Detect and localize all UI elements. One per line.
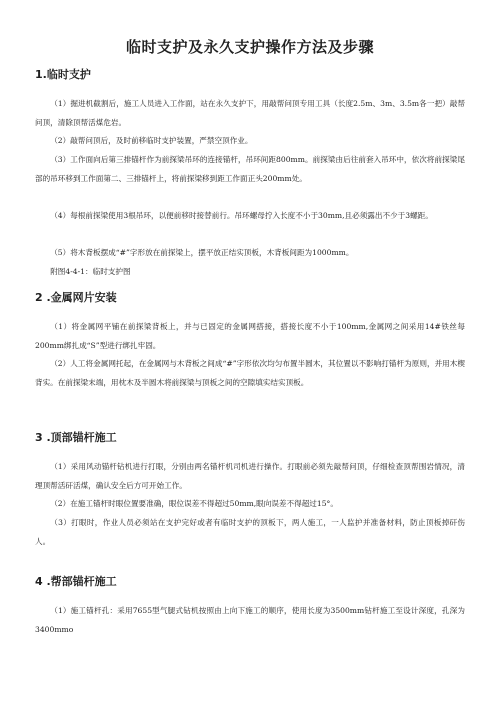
paragraph: （5）将木背板摆成“#”字形放在前探梁上，摆平放正结实顶板，木背板间距为1000mm。	[50, 248, 354, 257]
paragraph: （1）采用风动锚杆钻机进行打眼，分别由两名锚杆机司机进行操作。打眼前必须先敲帮问顶，仔细检查顶帮围岩情况，清理顶帮活矸活煤，确认安全后方可开始工作。	[35, 462, 465, 490]
paragraph: （2）在施工锚杆时眼位置要准确，眼位误差不得超过50mm,眼向误差不得超过15°。	[50, 499, 338, 508]
section-heading: 3 .顶部锚杆施工	[35, 431, 117, 444]
paragraph: （1）掘进机截割后，施工人员进入工作面，站在永久支护下，用敲帮问顶专用工具（长度2.5m、3m、3.5m各一把）敲帮问顶，清除顶帮活煤危岩。	[35, 99, 465, 127]
document-title: 临时支护及永久支护操作方法及步骤	[125, 38, 374, 56]
section-heading: 4 .帮部锚杆施工	[35, 575, 117, 588]
paragraph: （2）敲帮问顶后，及时前移临时支护装置，严禁空顶作业。	[50, 136, 253, 145]
paragraph: （4）每根前探梁使用3根吊环，以便前移时接替前行。吊环螺母拧入长度不小于30mm,且必须露出不少于3螺距。	[50, 211, 433, 220]
section-heading: 2 .金属网片安装	[35, 291, 117, 304]
paragraph: （3）工作面向后第三排锚杆作为前探梁吊环的连接锚杆，吊环间距800mm。前探梁由后往前套入吊环中，依次将前探梁尾部的吊环移到工作面第二、三排锚杆上，将前探梁移到距工作面正头200mm处。	[35, 155, 465, 183]
paragraph: （3）打眼时，作业人员必须站在支护完好或者有临时支护的顶板下，两人施工，一人监护并准备材料，防止顶板掉矸伤人。	[35, 518, 465, 546]
paragraph: （2）人工将金属网托起，在金属网与木背板之间成“#”字形依次均匀布置半圆木，其位置以不影响打锚杆为原则，并用木楔背实。在前探梁末端，用枕木及半圆木将前探梁与顶板之间的空隙填实结实顶板。	[35, 359, 465, 387]
paragraph: （1）将金属网平铺在前探梁背板上，并与已固定的金属网搭接，搭接长度不小于100mm,金属网之间采用14#铁丝每200mm绑扎成“S”型进行绑扎牢固。	[35, 322, 465, 350]
figure-caption: 附图4-4-1：临时支护图	[50, 267, 131, 276]
section-heading: 1.临时支护	[35, 68, 91, 81]
paragraph: （1）施工锚杆孔：采用7655型气腿式钻机按照由上向下施工的顺序，使用长度为3500mm钻杆施工至设计深度，孔深为3400mmo	[35, 606, 465, 634]
